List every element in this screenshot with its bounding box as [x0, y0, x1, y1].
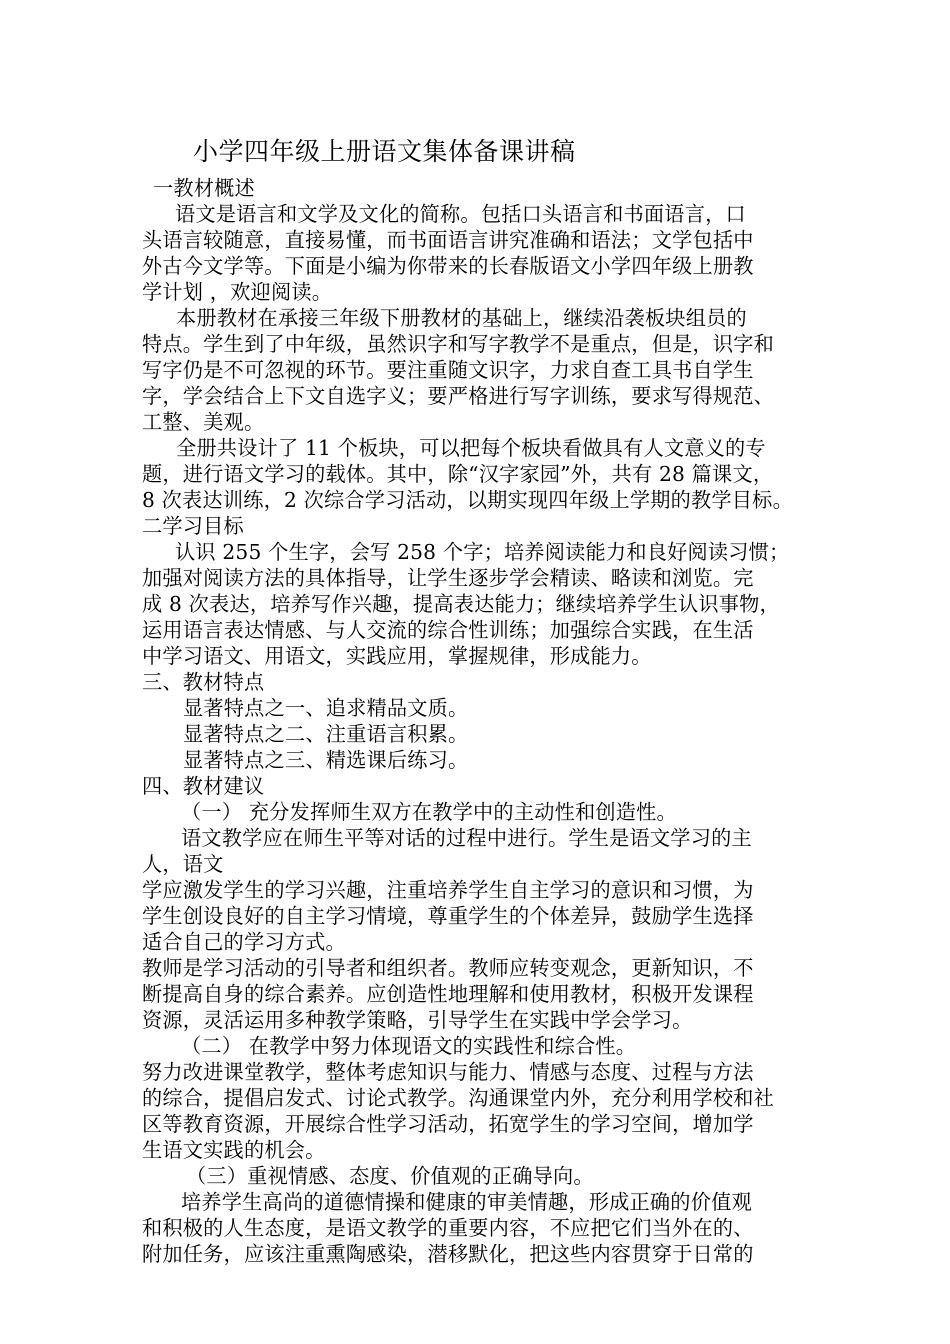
text-line: 中学习语文、用语文，实践应用，掌握规律，形成能力。 — [142, 644, 652, 668]
text-line: 教师是学习活动的引导者和组织者。教师应转变观念，更新知识，不 — [142, 956, 754, 980]
text-line: 断提高自身的综合素养。应创造性地理解和使用教材，积极开发课程 — [142, 982, 754, 1006]
text-line: 努力改进课堂教学，整体考虑知识与能力、情感与态度、过程与方法 — [142, 1060, 754, 1084]
text-line: 一教材概述 — [153, 176, 255, 200]
text-line: 适合自己的学习方式。 — [142, 930, 346, 954]
text-line: 8 次表达训练，2 次综合学习活动，以期实现四年级上学期的教学目标。 — [142, 488, 793, 512]
text-line: 资源，灵活运用多种教学策略，引导学生在实践中学会学习。 — [142, 1008, 693, 1032]
text-line: 加强对阅读方法的具体指导，让学生逐步学会精读、略读和浏览。完 — [142, 566, 754, 590]
text-line: 人，语文 — [142, 852, 224, 876]
text-line: （二） 在教学中努力体现语文的实践性和综合性。 — [181, 1034, 637, 1058]
text-line: 显著特点之三、精选课后练习。 — [183, 748, 469, 772]
text-line: 特点。学生到了中年级，虽然识字和写字教学不是重点，但是，识字和 — [142, 332, 775, 356]
text-line: 题，进行语文学习的载体。其中，除“汉字家园”外，共有 28 篇课文， — [142, 462, 774, 486]
text-line: 认识 255 个生字，会写 258 个字；培养阅读能力和良好阅读习惯； — [175, 540, 790, 564]
document-title: 小学四年级上册语文集体备课讲稿 — [193, 137, 576, 166]
text-line: 培养学生高尚的道德情操和健康的审美情趣，形成正确的价值观 — [181, 1190, 752, 1214]
text-line: （三）重视情感、态度、价值观的正确导向。 — [186, 1164, 594, 1188]
text-line: 头语言较随意，直接易懂，而书面语言讲究准确和语法；文学包括中 — [142, 228, 754, 252]
text-line: 语文是语言和文学及文化的简称。包括口头语言和书面语言，口 — [175, 202, 746, 226]
text-line: 工整、美观。 — [142, 410, 265, 434]
text-line: 的综合，提倡启发式、讨论式教学。沟通课堂内外，充分利用学校和社 — [142, 1086, 775, 1110]
text-line: 四、教材建议 — [142, 774, 265, 798]
text-line: 和积极的人生态度，是语文教学的重要内容，不应把它们当外在的、 — [142, 1216, 754, 1240]
text-line: 显著特点之二、注重语言积累。 — [183, 722, 469, 746]
text-line: 全册共设计了 11 个板块，可以把每个板块看做具有人文意义的专 — [176, 436, 766, 460]
text-line: 语文教学应在师生平等对话的过程中进行。学生是语文学习的主 — [181, 826, 752, 850]
text-line: 附加任务，应该注重熏陶感染，潜移默化，把这些内容贯穿于日常的 — [142, 1242, 754, 1266]
text-line: 本册教材在承接三年级下册教材的基础上，继续沿袭板块组员的 — [176, 306, 747, 330]
text-line: 二学习目标 — [142, 514, 244, 538]
text-line: 外古今文学等。下面是小编为你带来的长春版语文小学四年级上册教 — [142, 254, 754, 278]
text-line: 显著特点之一、追求精品文质。 — [183, 696, 469, 720]
text-line: 运用语言表达情感、与人交流的综合性训练；加强综合实践，在生活 — [142, 618, 754, 642]
text-line: 三、教材特点 — [142, 670, 265, 694]
text-line: （一） 充分发挥师生双方在教学中的主动性和创造性。 — [181, 800, 677, 824]
text-line: 写字仍是不可忽视的环节。要注重随文识字，力求自查工具书自学生 — [142, 358, 754, 382]
text-line: 学生创设良好的自主学习情境，尊重学生的个体差异，鼓励学生选择 — [142, 904, 754, 928]
text-line: 学计划 ，欢迎阅读。 — [142, 280, 333, 304]
text-line: 学应激发学生的学习兴趣，注重培养学生自主学习的意识和习惯，为 — [142, 878, 754, 902]
text-line: 区等教育资源，开展综合性学习活动，拓宽学生的学习空间，增加学 — [142, 1112, 754, 1136]
text-line: 字，学会结合上下文自选字义；要严格进行写字训练，要求写得规范、 — [142, 384, 775, 408]
text-line: 成 8 次表达，培养写作兴趣，提高表达能力；继续培养学生认识事物， — [142, 592, 780, 616]
text-line: 生语文实践的机会。 — [142, 1138, 326, 1162]
